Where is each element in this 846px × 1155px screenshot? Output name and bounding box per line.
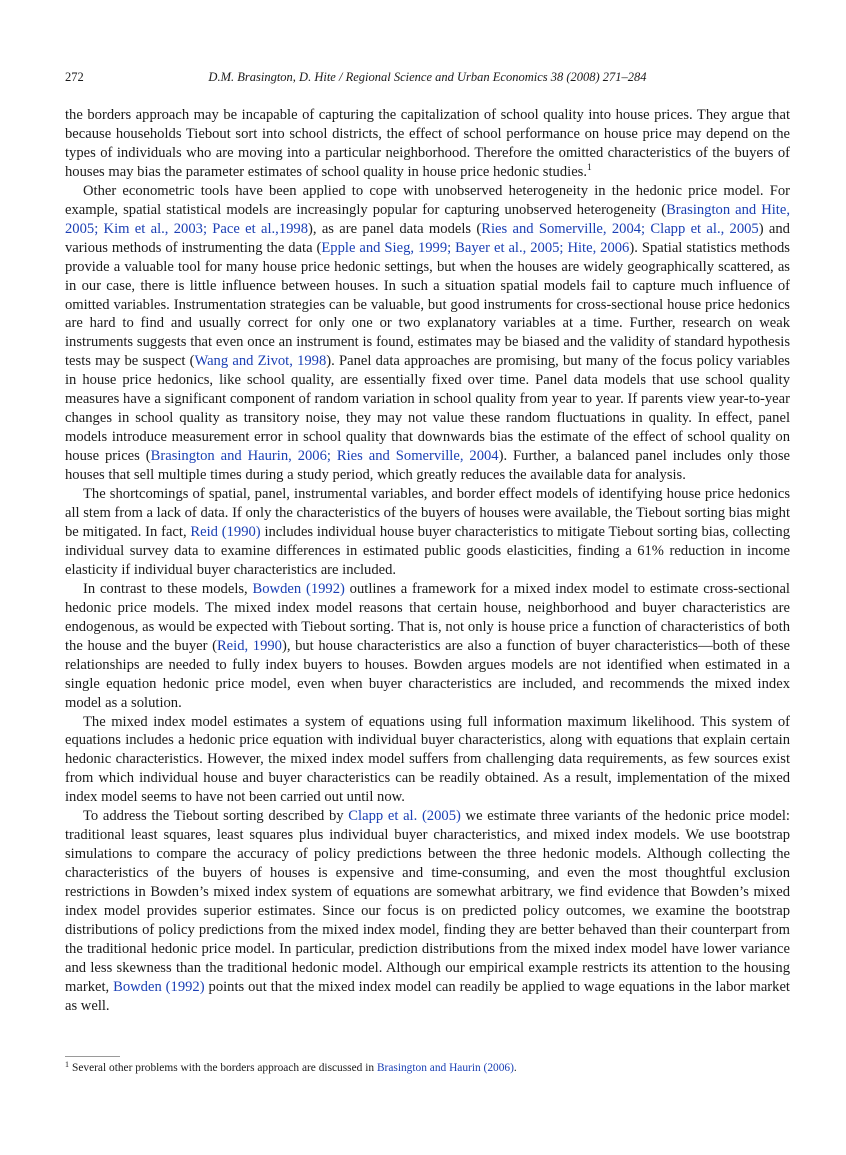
citation-link[interactable]: Bowden (1992) — [113, 978, 205, 995]
footnote-divider — [65, 1056, 120, 1057]
footnote-citation-link[interactable]: Brasington and Haurin (2006) — [376, 1062, 514, 1074]
citation-link[interactable]: Brasington and Haurin, 2006; Ries and Somerville, 2004 — [150, 448, 499, 465]
paragraph-text: includes individual house buyer characteristics to mitigate Tiebout sorting bias, collecting individual survey data to examine differences in estimated public goods elasticities, finding a 61% reduction in income elasticity if individual buyer characteristics are included. — [65, 523, 790, 578]
body-paragraph — [65, 106, 790, 182]
paragraph-text: In contrast to these models, — [83, 580, 253, 597]
footnote-reference[interactable]: 1 — [587, 162, 592, 173]
running-title: D.M. Brasington, D. Hite / Regional Science and Urban Economics 38 (2008) 271–284 — [208, 70, 647, 84]
running-header — [65, 69, 790, 85]
paragraph-text: we estimate three variants of the hedonic price model: traditional least squares, least squares plus individual buyer characteristics, and mixed index models. We use bootstrap simulations to compare the accuracy of policy predictions between the three hedonic models. Although collecting the characteristics of the buyers of houses is expensive and time-consuming, and even the most thoughtful exclusion restrictions in Bowden’s mixed index system of equations are somewhat arbitrary, we find evidence that Bowden’s mixed index model provides superior estimates. Since our focus is on predicted policy outcomes, we examine the bootstrap distributions of policy predictions from the mixed index model, finding they are better behaved than their counterpart from the traditional hedonic price model. In particular, prediction distributions from the mixed index model have lower variance and less skewness than the traditional hedonic model. Although our empirical example restricts its attention to the housing market, — [65, 808, 790, 995]
paragraph-text: the borders approach may be incapable of capturing the capitalization of school quality into house prices. They argue that because households Tiebout sort into school districts, the effect of school performance on house price may depend on the types of individuals who are moving into a particular neighborhood. Therefore the omitted characteristics of the buyers of houses may bias the parameter estimates of school quality in house price hedonic studies. — [65, 107, 790, 180]
footnote — [65, 1061, 790, 1075]
body-paragraph — [65, 485, 790, 580]
citation-link[interactable]: Bowden (1992) — [252, 580, 345, 597]
citation-link[interactable]: Ries and Somerville, 2004; Clapp et al., 2005 — [481, 220, 759, 237]
paragraph-text: ). Panel data approaches are promising, but many of the focus policy variables in house price hedonics, like school quality, are essentially fixed over time. Panel data models that use school quality measures have a significant component of random variation in school quality from year to year. If parents view year-to-year changes in school quality as transitory noise, they may not value these random fluctuations in quality. In effect, panel models introduce measurement error in school quality that downwards bias the estimate of the effect of school quality on house prices ( — [65, 353, 790, 465]
footnote-end: . — [513, 1062, 517, 1074]
footnote-marker: 1 — [65, 1060, 69, 1069]
paragraph-text: The mixed index model estimates a system of equations using full information maximum likelihood. This system of equations includes a hedonic price equation with individual buyer characteristics, along with equations that explain certain hedonic characteristics. However, the mixed index model suffers from challenging data requirements, as few sources exist from which individual house and buyer characteristics can be readily obtained. As a result, implementation of the mixed index model seems to have not been carried out until now. — [65, 713, 790, 806]
citation-link[interactable]: Epple and Sieg, 1999; Bayer et al., 2005; Hite, 2006 — [321, 239, 630, 256]
paragraph-text: To address the Tiebout sorting described by — [83, 808, 349, 825]
body-text — [65, 106, 790, 1016]
body-paragraph — [65, 713, 790, 808]
body-paragraph — [65, 580, 790, 713]
paragraph-text: outlines a framework for a mixed index model to estimate cross-sectional hedonic price models. The mixed index model reasons that certain house, neighborhood and buyer characteristics are endogenous, as would be expected with Tiebout sorting. That is, not only is house price a function of characteristics of both the house and the buyer ( — [65, 580, 790, 654]
paragraph-text: points out that the mixed index model can readily be applied to wage equations in the labor market as well. — [65, 978, 790, 1014]
citation-link[interactable]: Reid, 1990 — [216, 637, 282, 654]
paragraph-text: ), but house characteristics are also a function of buyer characteristics—both of these relationships are needed to fully index buyers to houses. Bowden argues models are not identified when estimated in a single equation hedonic price model, even when buyer characteristics are included, and recommends the mixed index model as a solution. — [65, 637, 790, 711]
paragraph-text: ), as are panel data models ( — [308, 220, 482, 237]
paragraph-text: ). Spatial statistics methods provide a valuable tool for many house price hedonic settings, but when the houses are widely geographically scattered, as in our case, there is little influence between houses. In such a situation spatial models fail to capture much influence of omitted variables. Instrumentation strategies can be valuable, but good instruments for cross-sectional house price hedonics are hard to find and usually correct for only one or two explanatory variables at a time. Further, research on weak instruments suggests that even once an instrument is found, estimates may be biased and the validity of standard hypothesis tests may be suspect ( — [65, 239, 790, 370]
citation-link[interactable]: Reid (1990) — [190, 523, 261, 540]
body-paragraph — [65, 182, 790, 485]
paragraph-text: The shortcomings of spatial, panel, instrumental variables, and border effect models of identifying house price hedonics all stem from a lack of data. If only the characteristics of the buyers of houses were available, the Tiebout sorting bias might be mitigated. In fact, — [65, 486, 790, 540]
footnote-text: Several other problems with the borders approach are discussed in — [72, 1062, 377, 1074]
page-number: 272 — [65, 70, 84, 84]
paragraph-text: ). Further, a balanced panel includes only those houses that sell multiple times during a study period, which greatly reduces the available data for analysis. — [65, 448, 790, 484]
paragraph-text: ) and various methods of instrumenting the data ( — [65, 220, 790, 256]
citation-link[interactable]: Wang and Zivot, 1998 — [194, 353, 327, 370]
body-paragraph — [65, 807, 790, 1015]
paragraph-text: Other econometric tools have been applied to cope with unobserved heterogeneity in the hedonic price model. For example, spatial statistical models are increasingly popular for capturing unobserved heterogeneity ( — [65, 182, 790, 218]
citation-link[interactable]: Clapp et al. (2005) — [348, 808, 461, 825]
citation-link[interactable]: Brasington and Hite, 2005; Kim et al., 2003; Pace et al.,1998 — [65, 201, 790, 237]
